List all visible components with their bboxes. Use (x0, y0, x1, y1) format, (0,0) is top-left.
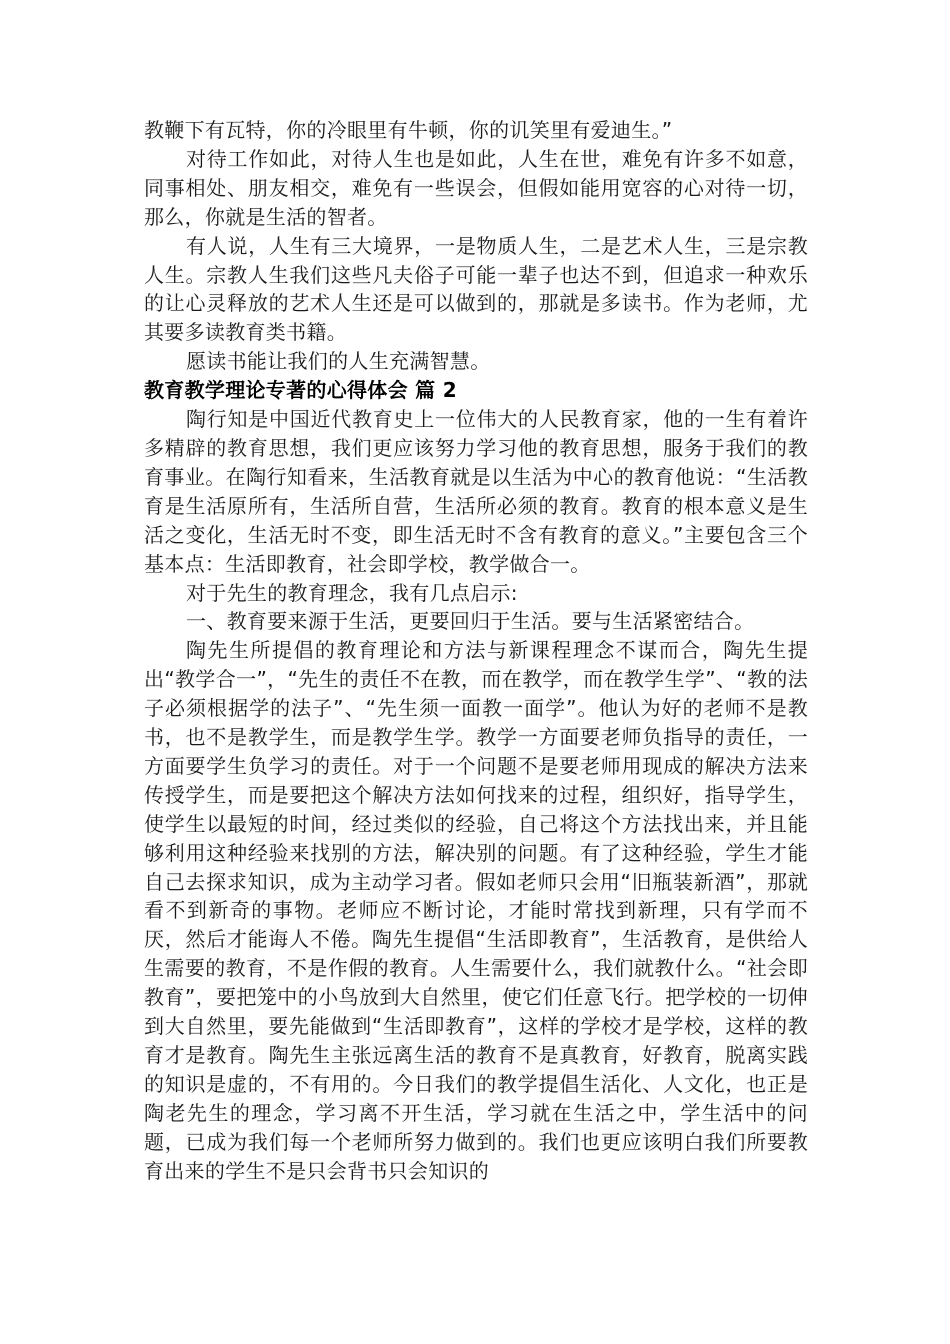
paragraph: 一、教育要来源于生活，更要回归于生活。要与生活紧密结合。 (186, 609, 755, 634)
paragraph: 愿读书能让我们的人生充满智慧。 (186, 349, 491, 374)
paragraph: 对待工作如此，对待人生也是如此，人生在世，难免有许多不如意，同事相处、朋友相交，难免有一些误会，但假如能用宽容的心对待一切，那么，你就是生活的智者。 (144, 146, 808, 229)
section-heading: 教育教学理论专著的心得体会 篇 2 (144, 378, 457, 403)
paragraph: 陶行知是中国近代教育史上一位伟大的人民教育家，他的一生有着许多精辟的教育思想，我们更应该努力学习他的教育思想，服务于我们的教育事业。在陶行知看来，生活教育就是以生活为中心的教育他说：“生活教育是生活原所有，生活所自营，生活所必须的教育。教育的根本意义是生活之变化，生活无时不变，即生活无时不含有教育的意义。”主要包含三个基本点：生活即教育，社会即学校，教学做合一。 (144, 407, 808, 576)
paragraph: 教鞭下有瓦特，你的冷眼里有牛顿，你的讥笑里有爱迪生。” (144, 118, 673, 142)
paragraph: 陶先生所提倡的教育理论和方法与新课程理念不谋而合，陶先生提出“教学合一”，“先生的责任不在教，而在教学，而在教学生学”、“教的法子必须根据学的法子”、“先生须一面教一面学”。他认为好的老师不是教书，也不是教学生，而是教学生学。教学一方面要老师负指导的责任，一方面要学生负学习的责任。对于一个问题不是要老师用现成的解决方法来传授学生，而是要把这个解决方法如何找来的过程，组织好，指导学生，使学生以最短的时间，经过类似的经验，自己将这个方法找出来，并且能够利用这种经验来找别的方法，解决别的问题。有了这种经验，学生才能自己去探求知识，成为主动学习者。假如老师只会用“旧瓶装新酒”，那就看不到新奇的事物。老师应不断讨论，才能时常找到新理，只有学而不厌，然后才能诲人不倦。陶先生提倡“生活即教育”，生活教育，是供给人生需要的教育，不是作假的教育。人生需要什么，我们就教什么。“社会即教育”，要把笼中的小鸟放到大自然里，使它们任意飞行。把学校的一切伸到大自然里，要先能做到“生活即教育”，这样的学校才是学校，这样的教育才是教育。陶先生主张远离生活的教育不是真教育，好教育，脱离实践的知识是虚的，不有用的。今日我们的教学提倡生活化、人文化，也正是陶老先生的理念，学习离不开生活，学习就在生活之中，学生活中的问题，已成为我们每一个老师所努力做到的。我们也更应该明白我们所要教育出来的学生不是只会背书只会知识的 (144, 638, 808, 1183)
paragraph: 对于先生的教育理念，我有几点启示: (186, 580, 518, 605)
paragraph: 有人说，人生有三大境界，一是物质人生，二是艺术人生，三是宗教人生。宗教人生我们这些凡夫俗子可能一辈子也达不到，但追求一种欢乐的让心灵释放的艺术人生还是可以做到的，那就是多读书。作为老师，尤其要多读教育类书籍。 (144, 233, 808, 345)
document-page (144, 116, 808, 1186)
